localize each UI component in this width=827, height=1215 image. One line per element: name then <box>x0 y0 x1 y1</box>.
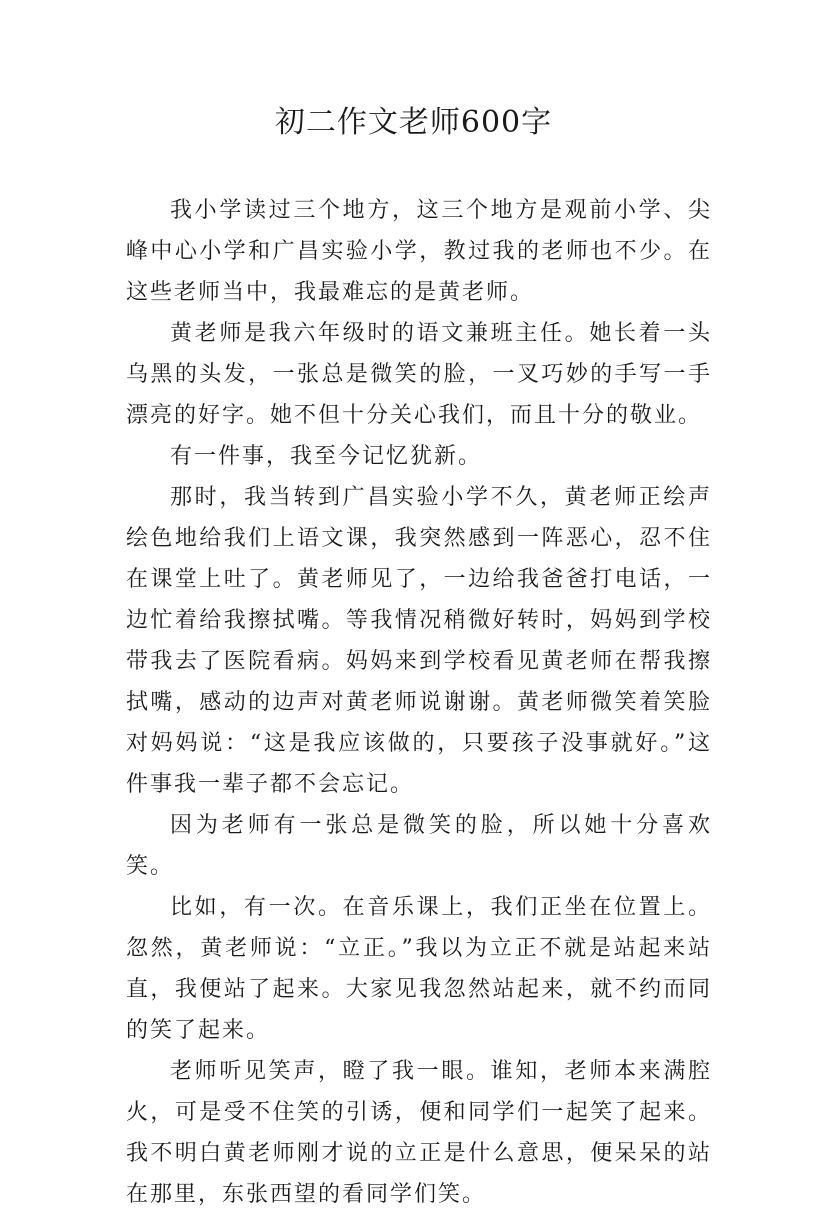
paragraph-1: 我小学读过三个地方，这三个地方是观前小学、尖峰中心小学和广昌实验小学，教过我的老师也不少。在这些老师当中，我最难忘的是黄老师。 <box>126 198 712 305</box>
paragraph-3: 有一件事，我至今记忆犹新。 <box>170 444 483 469</box>
paragraph-4: 那时，我当转到广昌实验小学不久，黄老师正绘声绘色地给我们上语文课，我突然感到一阵恶心，忍不住在课堂上吐了。黄老师见了，一边给我爸爸打电话，一边忙着给我擦拭嘴。等我情况稍微好转时，妈妈到学校带我去了医院看病。妈妈来到学校看见黄老师在帮我擦拭嘴，感动的边声对黄老师说谢谢。黄老师微笑着笑脸对妈妈说：“这是我应该做的，只要孩子没事就好。”这件事我一辈子都不会忘记。 <box>126 485 712 797</box>
page-title: 初二作文老师600字 <box>274 105 553 140</box>
paragraph-7: 老师听见笑声，瞪了我一眼。谁知，老师本来满腔火，可是受不住笑的引诱，便和同学们一起笑了起来。我不明白黄老师刚才说的立正是什么意思，便呆呆的站在那里，东张西望的看同学们笑。 <box>126 1059 712 1207</box>
paragraph-2: 黄老师是我六年级时的语文兼班主任。她长着一头乌黑的头发，一张总是微笑的脸，一叉巧妙的手写一手漂亮的好字。她不但十分关心我们，而且十分的敬业。 <box>126 321 712 428</box>
essay-body <box>126 190 712 1215</box>
paragraph-5: 因为老师有一张总是微笑的脸，所以她十分喜欢笑。 <box>126 813 712 879</box>
paragraph-6: 比如，有一次。在音乐课上，我们正坐在位置上。忽然，黄老师说：“立正。”我以为立正不就是站起来站直，我便站了起来。大家见我忽然站起来，就不约而同的笑了起来。 <box>126 895 712 1043</box>
